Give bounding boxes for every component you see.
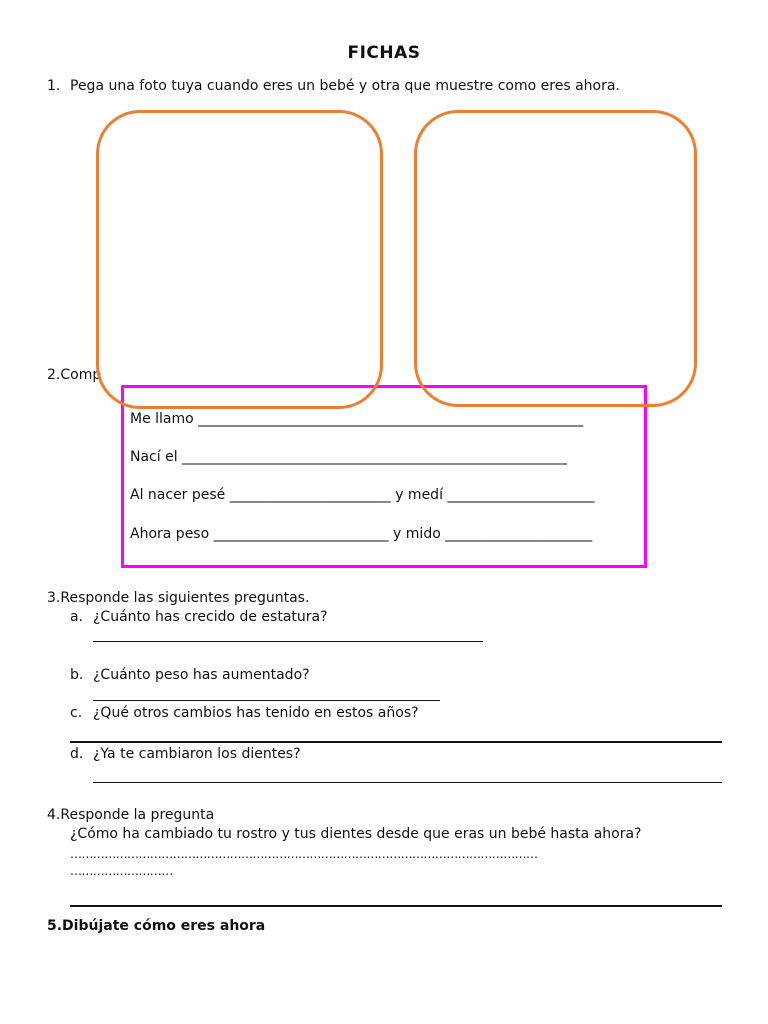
q3d-letter: d.	[70, 746, 84, 762]
q4-heading: 4.Responde la pregunta	[47, 807, 215, 823]
q4-dots-line-1: ……………………………………………………………………………………………………………	[70, 847, 538, 861]
q3c-answer-line	[70, 741, 722, 743]
q5-heading: 5.Dibújate cómo eres ahora	[47, 918, 266, 934]
form-line-birth: Nací el _______________________________________________________	[130, 449, 568, 465]
q3d-answer-line	[93, 782, 722, 783]
q3b-letter: b.	[70, 667, 84, 683]
current-photo-frame	[414, 110, 697, 407]
baby-photo-frame	[96, 110, 383, 409]
q3b-answer-line	[93, 700, 440, 701]
q3b-text: ¿Cuánto peso has aumentado?	[93, 667, 310, 683]
q3a-answer-line	[93, 641, 483, 642]
q3-heading: 3.Responde las siguientes preguntas.	[47, 590, 310, 606]
form-line-current-size: Ahora peso _________________________ y mido _____________________	[130, 526, 593, 542]
form-line-name: Me llamo _______________________________________________________	[130, 411, 584, 427]
q3c-letter: c.	[70, 705, 83, 721]
form-line-birth-size: Al nacer pesé _______________________ y medí _____________________	[130, 487, 595, 503]
q3a-letter: a.	[70, 609, 84, 625]
q3c-text: ¿Qué otros cambios has tenido en estos años?	[93, 705, 419, 721]
q4-answer-line	[70, 905, 722, 907]
q1-text: Pega una foto tuya cuando eres un bebé y otra que muestre como eres ahora.	[70, 78, 620, 94]
q3d-text: ¿Ya te cambiaron los dientes?	[93, 746, 301, 762]
q1-number: 1.	[47, 78, 61, 94]
q4-dots-line-2: ………………………	[70, 864, 173, 878]
page-title: FICHAS	[347, 43, 421, 63]
q2-label: 2.Comp	[47, 367, 102, 383]
q4-question: ¿Cómo ha cambiado tu rostro y tus dientes desde que eras un bebé hasta ahora?	[70, 826, 642, 842]
q3a-text: ¿Cuánto has crecido de estatura?	[93, 609, 328, 625]
